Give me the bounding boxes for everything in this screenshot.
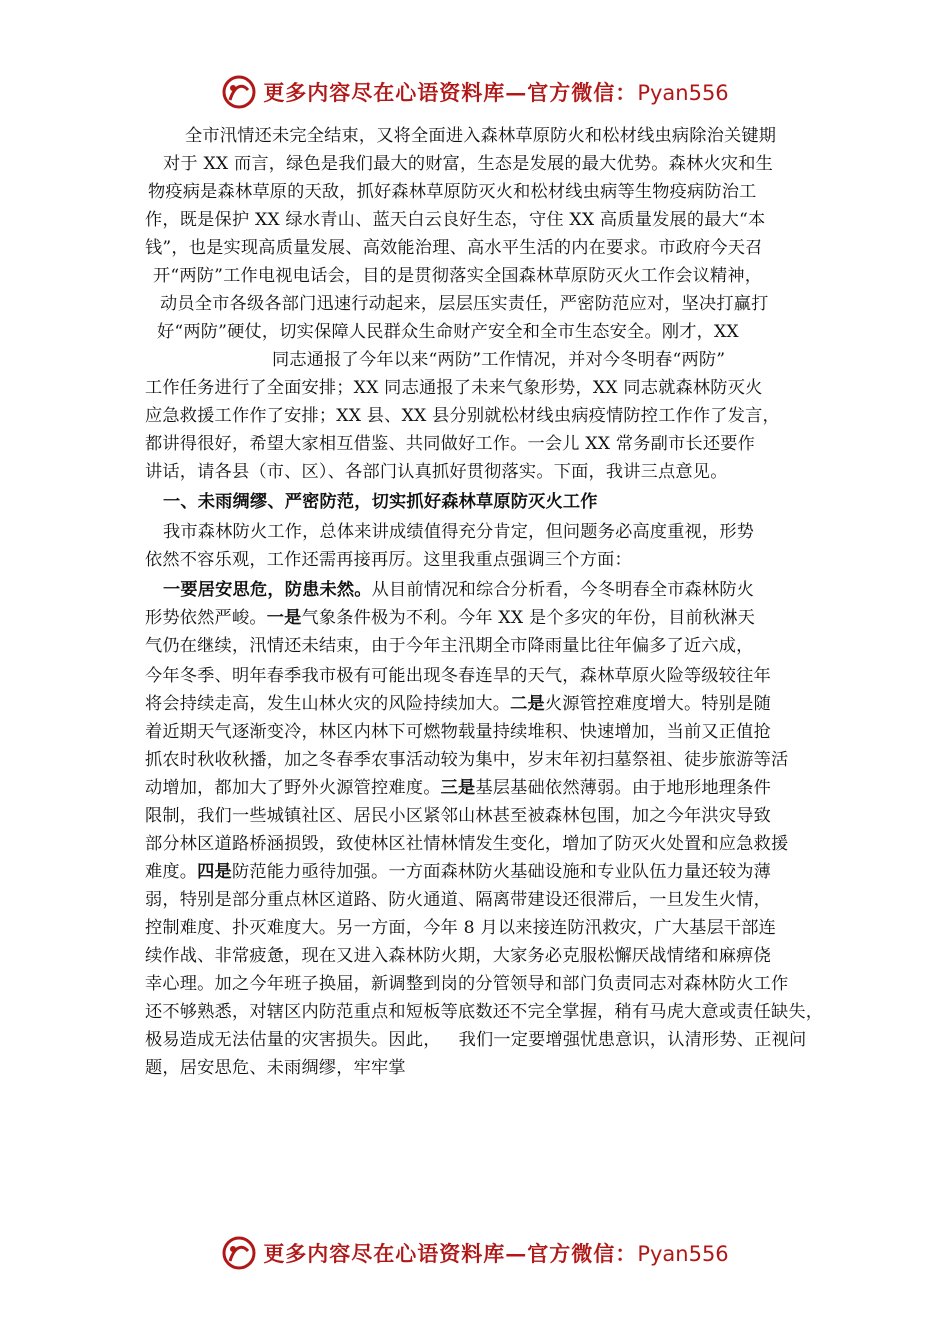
paragraph-line: 部分林区道路桥涵损毁，致使林区社情林情发生变化，增加了防灭火处置和应急救援 [145,834,789,854]
paragraph-line: 续作战、非常疲惫，现在又进入森林防火期，大家务必克服松懈厌战情绪和麻痹侥 [145,946,771,966]
paragraph-line: 还不够熟悉，对辖区内防范重点和短板等底数还不完全掌握，稍有马虎大意或责任缺失， [145,1002,824,1022]
paragraph-line: 形势依然严峻。一是气象条件极为不利。今年 XX 是个多灾的年份，目前秋淋天 [145,608,756,628]
watermark-text: 更多内容尽在心语资料库—官方微信：Pyan556 [263,1241,729,1266]
paragraph-line: 幸心理。加之今年班子换届，新调整到岗的分管领导和部门负责同志对森林防火工作 [145,974,789,994]
watermark-footer [0,1233,950,1273]
emphasis: 一要居安思危，防患未然。 [163,580,372,600]
paragraph-line: 将会持续走高，发生山林火灾的风险持续加大。二是火源管控难度增大。特别是随 [145,694,771,714]
paragraph-line: 我市森林防火工作，总体来讲成绩值得充分肯定，但问题务必高度重视，形势 [163,522,755,542]
logo-icon [221,1235,257,1271]
paragraph-line: 动增加，都加大了野外火源管控难度。三是基层基础依然薄弱。由于地形地理条件 [145,778,771,798]
paragraph-line: 好“两防”硬仗，切实保障人民群众生命财产安全和全市生态安全。刚才，XX [157,322,739,342]
watermark-header [0,72,950,112]
paragraph-line: 抓农时秋收秋播，加之冬春季农事活动较为集中，岁末年初扫墓祭祖、徒步旅游等活 [145,750,789,770]
emphasis: 四是 [197,862,232,882]
section-heading: 一、未雨绸缪、严密防范，切实抓好森林草原防灭火工作 [163,492,598,512]
paragraph-line: 都讲得很好，希望大家相互借鉴、共同做好工作。一会儿 XX 常务副市长还要作 [145,434,755,454]
logo-icon [221,74,257,110]
emphasis: 三是 [440,778,476,798]
paragraph-line: 开“两防”工作电视电话会，目的是贯彻落实全国森林草原防灭火工作会议精神， [153,266,763,286]
paragraph-line: 今年冬季、明年春季我市极有可能出现冬春连旱的天气，森林草原火险等级较往年 [145,666,771,686]
paragraph-line: 全市汛情还未完全结束，又将全面进入森林草原防火和松材线虫病除治关键期 [185,126,777,146]
paragraph-line: 弱，特别是部分重点林区道路、防火通道、隔离带建设还很滞后，一旦发生火情， [145,890,771,910]
paragraph-line: 控制难度、扑灭难度大。另一方面，今年 8 月以来接连防汛救灾，广大基层干部连 [145,918,777,938]
paragraph-line: 钱”，也是实现高质量发展、高效能治理、高水平生活的内在要求。市政府今天召 [145,238,763,258]
paragraph-line: 一要居安思危，防患未然。从目前情况和综合分析看，今冬明春全市森林防火 [163,580,755,600]
paragraph-line: 极易造成无法估量的灾害损失。因此， 我们一定要增强忧患意识，认清形势、正视问 [145,1030,807,1050]
paragraph-line: 应急救援工作作了安排；XX 县、XX 县分别就松材线虫病疫情防控工作作了发言， [145,406,780,426]
paragraph-line: 动员全市各级各部门迅速行动起来，层层压实责任，严密防范应对，坚决打赢打 [160,294,769,314]
paragraph-line: 工作任务进行了全面安排；XX 同志通报了未来气象形势，XX 同志就森林防灭火 [145,378,763,398]
watermark-text: 更多内容尽在心语资料库—官方微信：Pyan556 [263,80,729,105]
paragraph-line: 讲话，请各县（市、区）、各部门认真抓好贯彻落实。下面，我讲三点意见。 [145,462,728,482]
emphasis: 二是 [510,694,545,714]
paragraph-line: 同志通报了今年以来“两防”工作情况，并对今冬明春“两防” [272,350,726,370]
paragraph-line: 物疫病是森林草原的天敌，抓好森林草原防灭火和松材线虫病等生物疫病防治工 [148,182,757,202]
paragraph-line: 对于 XX 而言，绿色是我们最大的财富，生态是发展的最大优势。森林火灾和生 [163,154,773,174]
paragraph-line: 依然不容乐观，工作还需再接再厉。这里我重点强调三个方面： [145,550,632,570]
paragraph-line: 限制，我们一些城镇社区、居民小区紧邻山林甚至被森林包围，加之今年洪灾导致 [145,806,771,826]
paragraph-line: 着近期天气逐渐变冷，林区内林下可燃物载量持续堆积、快速增加，当前又正值抢 [145,722,771,742]
paragraph-line: 难度。四是防范能力亟待加强。一方面森林防火基础设施和专业队伍力量还较为薄 [145,862,771,882]
paragraph-line: 题，居安思危、未雨绸缪，牢牢掌 [145,1058,406,1078]
emphasis: 一是 [266,608,302,628]
paragraph-line: 作，既是保护 XX 绿水青山、蓝天白云良好生态，守住 XX 高质量发展的最大“本 [145,210,766,230]
paragraph-line: 气仍在继续，汛情还未结束，由于今年主汛期全市降雨量比往年偏多了近六成， [145,636,754,656]
